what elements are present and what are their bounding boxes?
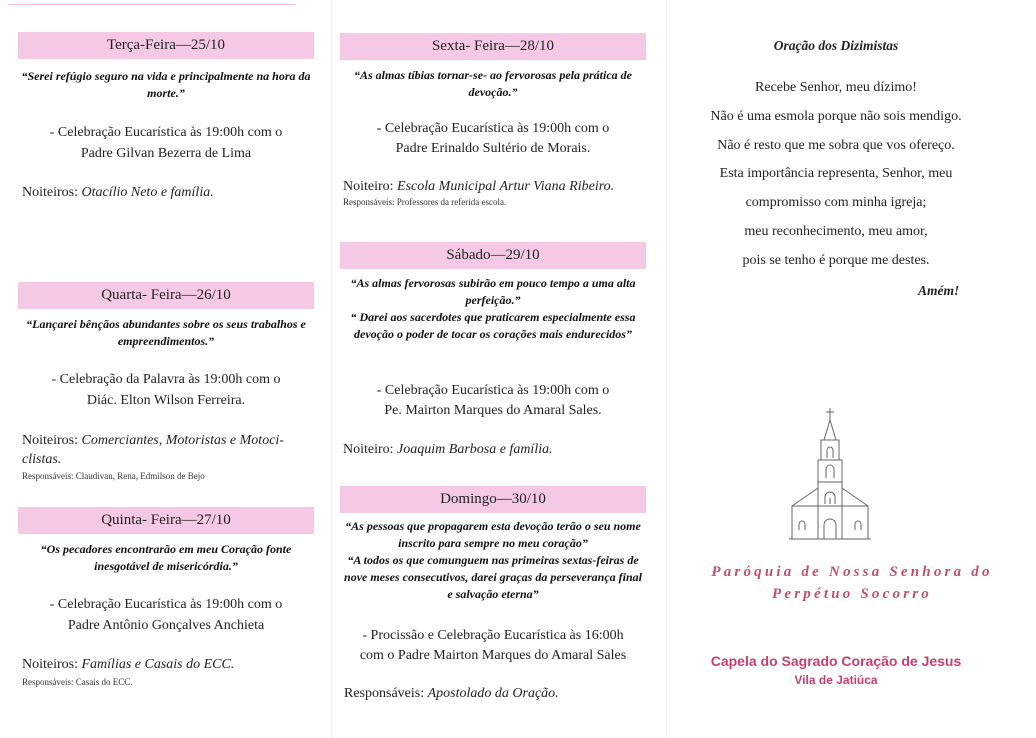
quote-tuesday: “Serei refúgio seguro na vida e principalmente na hora da morte.” xyxy=(21,69,311,100)
responsaveis-value: Apostolado da Oração. xyxy=(427,686,559,701)
heading-saturday: Sábado—29/10 xyxy=(340,242,646,269)
quote-wednesday: “Lançarei bênçãos abundantes sobre os seus trabalhos e empreendimentos.” xyxy=(26,317,306,348)
noiteiro-label: Noiteiro: xyxy=(343,179,394,194)
prayer-line: Esta importância representa, Senhor, meu xyxy=(719,166,953,181)
prayer-line: Recebe Senhor, meu dízimo! xyxy=(755,80,917,95)
quote-saturday-1: “As almas fervorosas subirão em pouco tempo a uma alta perfeição.” xyxy=(350,276,636,307)
heading-friday: Sexta- Feira—28/10 xyxy=(340,33,646,60)
noiteiros-wednesday-cont xyxy=(22,450,61,469)
prayer-line: meu reconhecimento, meu amor, xyxy=(744,224,928,239)
panel-left xyxy=(0,0,330,738)
celebration-friday-line2: Padre Erinaldo Sultério de Morais. xyxy=(395,141,591,156)
parish-name-line2: Perpétuo Socorro xyxy=(772,586,932,602)
prayer-line: pois se tenho é porque me destes. xyxy=(742,253,930,268)
celebration-sunday-line1: - Procissão e Celebração Eucarística às 16:00h xyxy=(362,628,624,643)
panel-right xyxy=(668,0,1036,738)
heading-wednesday: Quarta- Feira—26/10 xyxy=(18,282,314,309)
celebration-saturday-line2: Pe. Mairton Marques do Amaral Sales. xyxy=(384,403,602,418)
amen: Amém! xyxy=(918,283,960,298)
responsaveis-friday: Responsáveis: Professores da referida escola. xyxy=(343,197,507,207)
noiteiro-label: Noiteiro: xyxy=(343,442,394,457)
noiteiros-wednesday xyxy=(22,431,284,450)
noiteiro-value: Escola Municipal Artur Viana Ribeiro. xyxy=(397,179,615,194)
chapel-name: Capela do Sagrado Coração de Jesus xyxy=(710,653,962,669)
prayer-title: Oração dos Dizimistas xyxy=(773,38,899,53)
celebration-sunday-line2: com o Padre Mairton Marques do Amaral Sales xyxy=(359,648,627,663)
fold-line-2 xyxy=(666,0,667,738)
celebration-friday-line1: - Celebração Eucarística às 19:00h com o xyxy=(376,121,610,136)
quote-sunday-2: “A todos os que comunguem nas primeiras sextas-feiras de nove meses consecutivos, darei graças da perseverança final e salvação eterna” xyxy=(344,553,642,601)
noiteiro-saturday xyxy=(343,440,553,459)
prayer-line: Não é resto que me sobra que vos ofereço. xyxy=(717,138,955,153)
prayer-line: Não é uma esmola porque não sois mendigo. xyxy=(710,109,962,124)
heading-tuesday: Terça-Feira—25/10 xyxy=(18,32,314,59)
celebration-tuesday-line1: - Celebração Eucarística às 19:00h com o xyxy=(49,125,283,140)
quote-friday: “As almas tíbias tornar-se- ao fervorosas pela prática de devoção.” xyxy=(354,68,632,99)
noiteiros-thursday xyxy=(22,655,234,674)
noiteiro-value: Joaquim Barbosa e família. xyxy=(397,442,553,457)
responsaveis-thursday: Responsáveis: Casais do ECC. xyxy=(22,677,133,687)
noiteiros-tuesday xyxy=(22,183,214,202)
quote-saturday-2: “ Darei aos sacerdotes que praticarem especialmente essa devoção o poder de tocar os corações mais endurecidos” xyxy=(350,310,636,341)
celebration-wednesday-line2: Diác. Elton Wilson Ferreira. xyxy=(86,393,246,408)
noiteiros-value-cont: clistas. xyxy=(22,452,62,467)
village-name: Vila de Jatiúca xyxy=(794,673,878,687)
noiteiros-value: Otacílio Neto e família. xyxy=(81,185,214,200)
noiteiros-value: Famílias e Casais do ECC. xyxy=(81,657,235,672)
celebration-saturday-line1: - Celebração Eucarística às 19:00h com o xyxy=(376,383,610,398)
noiteiros-label: Noiteiros: xyxy=(22,185,78,200)
quote-sunday-1: “As pessoas que propagarem esta devoção terão o seu nome inscrito para sempre no meu coração” xyxy=(345,519,641,550)
noiteiro-friday xyxy=(343,177,614,196)
panel-middle xyxy=(332,0,662,738)
celebration-wednesday-line1: - Celebração da Palavra às 19:00h com o xyxy=(51,372,281,387)
noiteiros-value: Comerciantes, Motoristas e Motoci- xyxy=(81,433,284,448)
prayer-line: compromisso com minha igreja; xyxy=(745,195,927,210)
noiteiros-label: Noiteiros: xyxy=(22,433,78,448)
church-icon xyxy=(789,406,873,544)
heading-thursday: Quinta- Feira—27/10 xyxy=(18,507,314,534)
responsaveis-sunday xyxy=(344,684,559,703)
heading-sunday: Domingo—30/10 xyxy=(340,486,646,513)
celebration-thursday-line1: - Celebração Eucarística às 19:00h com o xyxy=(49,597,283,612)
responsaveis-label: Responsáveis: xyxy=(344,686,425,701)
parish-name-line1: Paróquia de Nossa Senhora do xyxy=(711,564,993,580)
quote-thursday: “Os pecadores encontrarão em meu Coração fonte inesgotável de misericórdia.” xyxy=(40,542,292,573)
responsaveis-wednesday: Responsáveis: Claudivan, Rena, Edmilson de Bejo xyxy=(22,471,205,481)
celebration-tuesday-line2: Padre Gilvan Bezerra de Lima xyxy=(80,146,252,161)
celebration-thursday-line2: Padre Antônio Gonçalves Anchieta xyxy=(67,618,265,633)
noiteiros-label: Noiteiros: xyxy=(22,657,78,672)
